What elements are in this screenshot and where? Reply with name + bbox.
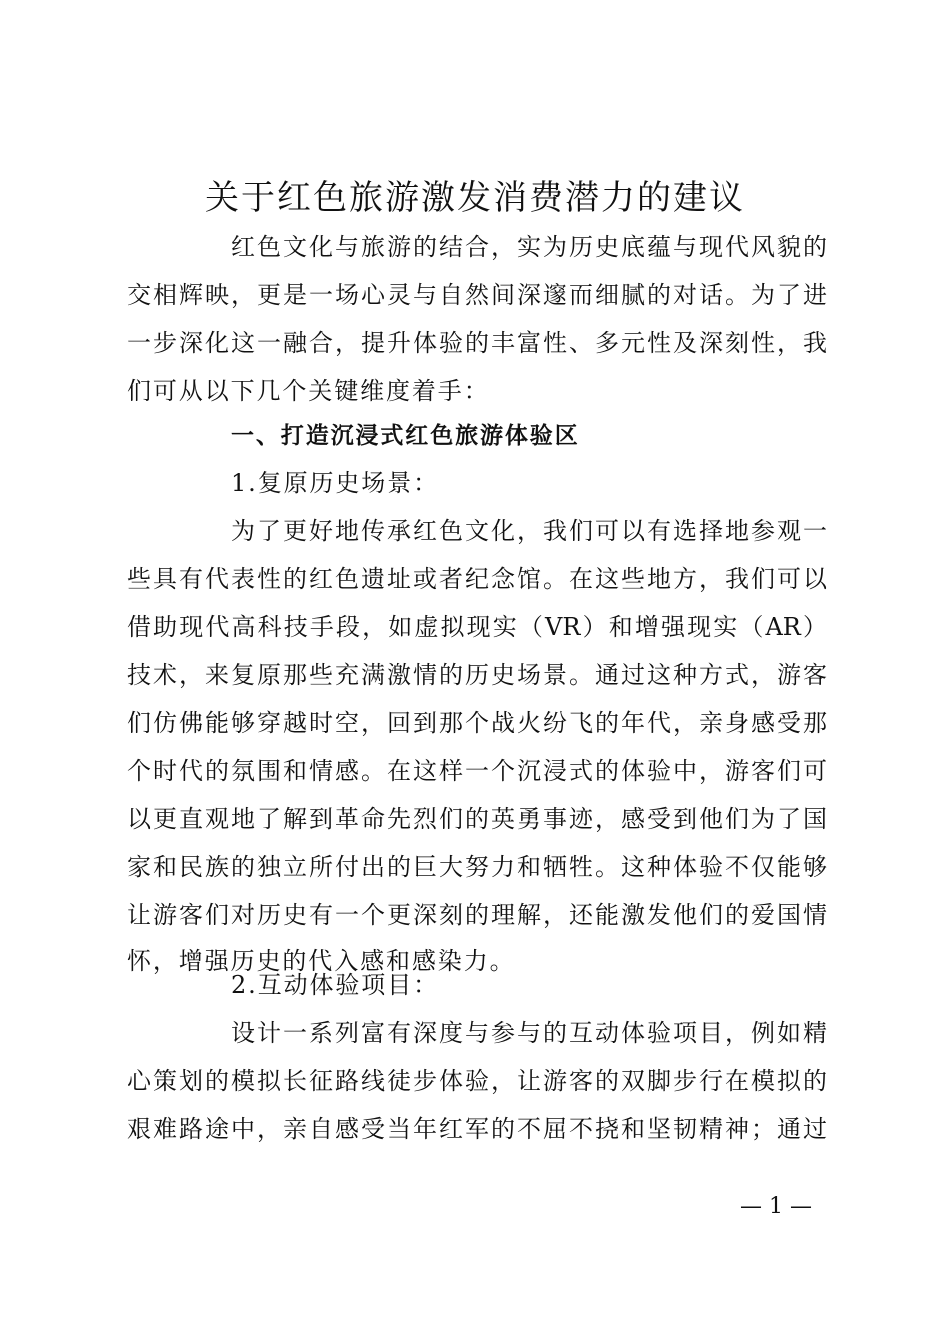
item-1-line-10: 怀，增强历史的代入感和感染力。 xyxy=(127,947,516,975)
item-1-line-3: 借助现代高科技手段，如虚拟现实（VR）和增强现实（AR） xyxy=(127,613,827,641)
intro-line-1: 红色文化与旅游的结合，实为历史底蕴与现代风貌的 xyxy=(231,233,827,261)
item-2-heading: 2.互动体验项目： xyxy=(231,971,439,999)
section-heading: 一、打造沉浸式红色旅游体验区 xyxy=(231,423,580,449)
item-1-line-8: 家和民族的独立所付出的巨大努力和牺牲。这种体验不仅能够 xyxy=(127,853,827,881)
item-1-line-4: 技术，来复原那些充满激情的历史场景。通过这种方式，游客 xyxy=(127,661,827,689)
intro-line-2: 交相辉映，更是一场心灵与自然间深邃而细腻的对话。为了进 xyxy=(127,281,827,309)
item-1-line-2: 些具有代表性的红色遗址或者纪念馆。在这些地方，我们可以 xyxy=(127,565,827,593)
item-1-line-9: 让游客们对历史有一个更深刻的理解，还能激发他们的爱国情 xyxy=(127,901,827,929)
item-1-line-1: 为了更好地传承红色文化，我们可以有选择地参观一 xyxy=(231,517,827,545)
item-2-line-2: 心策划的模拟长征路线徒步体验，让游客的双脚步行在模拟的 xyxy=(127,1067,827,1095)
document-title: 关于红色旅游激发消费潜力的建议 xyxy=(205,178,745,218)
item-1-line-5: 们仿佛能够穿越时空，回到那个战火纷飞的年代，亲身感受那 xyxy=(127,709,827,737)
item-1-heading: 1.复原历史场景： xyxy=(231,469,439,497)
item-2-line-1: 设计一系列富有深度与参与的互动体验项目，例如精 xyxy=(231,1019,827,1047)
intro-line-3: 一步深化这一融合，提升体验的丰富性、多元性及深刻性，我 xyxy=(127,329,827,357)
item-2-line-3: 艰难路途中，亲自感受当年红军的不屈不挠和坚韧精神；通过 xyxy=(127,1115,827,1143)
intro-line-4: 们可从以下几个关键维度着手： xyxy=(127,377,490,405)
page-number: — 1 — xyxy=(740,1194,812,1219)
item-1-line-6: 个时代的氛围和情感。在这样一个沉浸式的体验中，游客们可 xyxy=(127,757,827,785)
item-1-line-7: 以更直观地了解到革命先烈们的英勇事迹，感受到他们为了国 xyxy=(127,805,827,833)
